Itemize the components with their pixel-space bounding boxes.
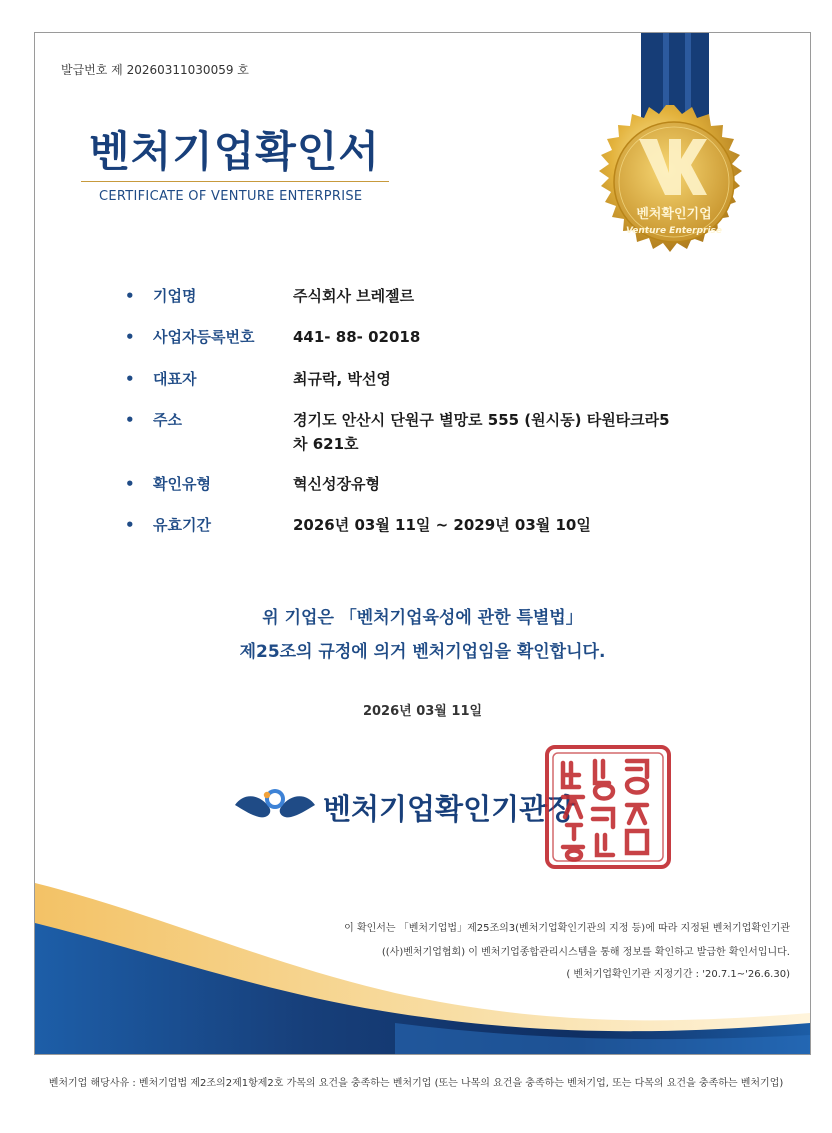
footnote-line-2: ((사)벤처기업협회) 이 벤처기업종합관리시스템을 통해 정보를 확인하고 발급한 확인서입니다. — [381, 947, 790, 958]
field-label: 사업자등록번호 — [153, 328, 255, 346]
statement-line-2: 제25조의 규정에 의거 벤처기업임을 확인합니다. — [239, 642, 606, 662]
field-value: 최규락, 박선영 — [293, 370, 391, 388]
official-seal-icon — [543, 743, 673, 871]
field-value: 경기도 안산시 단원구 별망로 555 (원시동) 타원타크라5 — [293, 411, 670, 429]
issue-number: 발급번호 제 20260311030059 호 — [61, 63, 249, 77]
medal-text-en: Venture Enterprise — [625, 226, 723, 236]
issuer-logo-icon — [233, 785, 317, 825]
bullet-icon: • — [125, 411, 135, 429]
medal-text-ko: 벤처확인기업 — [636, 207, 712, 222]
field-label: 유효기간 — [153, 516, 211, 534]
field-label: 확인유형 — [153, 475, 211, 493]
certificate-title: 벤처기업확인서 — [89, 127, 381, 176]
statement-line-1: 위 기업은 「벤처기업육성에 관한 특별법」 — [262, 608, 583, 628]
field-value: 주식회사 브레젤르 — [293, 287, 415, 305]
footnote-line-1: 이 확인서는 「벤처기업법」제25조의3(벤처기업확인기관의 지정 등)에 따라 지정된 벤처기업확인기관 — [344, 923, 790, 934]
field-label: 기업명 — [153, 287, 197, 305]
bullet-icon: • — [125, 370, 135, 388]
issue-date: 2026년 03월 11일 — [362, 704, 483, 719]
issuer-name: 벤처기업확인기관장 — [323, 792, 576, 826]
field-value: 혁신성장유형 — [293, 475, 380, 493]
bullet-icon: • — [125, 516, 135, 534]
certificate-frame — [34, 32, 811, 1055]
field-value: 2026년 03월 11일 ~ 2029년 03월 10일 — [293, 516, 591, 534]
bullet-icon: • — [125, 475, 135, 493]
decorative-wave — [35, 873, 810, 1054]
footnote-line-3: ( 벤처기업확인기관 지정기간 : '20.7.1~'26.6.30) — [566, 969, 790, 980]
certificate-subtitle: CERTIFICATE OF VENTURE ENTERPRISE — [99, 189, 363, 204]
field-value-line2: 차 621호 — [293, 435, 359, 453]
field-label: 주소 — [153, 411, 182, 429]
title-divider — [81, 181, 389, 182]
bullet-icon: • — [125, 287, 135, 305]
field-value: 441- 88- 02018 — [293, 328, 421, 346]
bullet-icon: • — [125, 328, 135, 346]
venture-medal-icon — [593, 103, 755, 265]
field-label: 대표자 — [153, 370, 197, 388]
eligibility-note: 벤처기업 해당사유 : 벤처기업법 제2조의2제1항제2호 가목의 요건을 충족하는 벤처기업 (또는 나목의 요건을 충족하는 벤처기업, 또는 다목의 요건을 충족하는 벤처기업) — [48, 1078, 784, 1089]
